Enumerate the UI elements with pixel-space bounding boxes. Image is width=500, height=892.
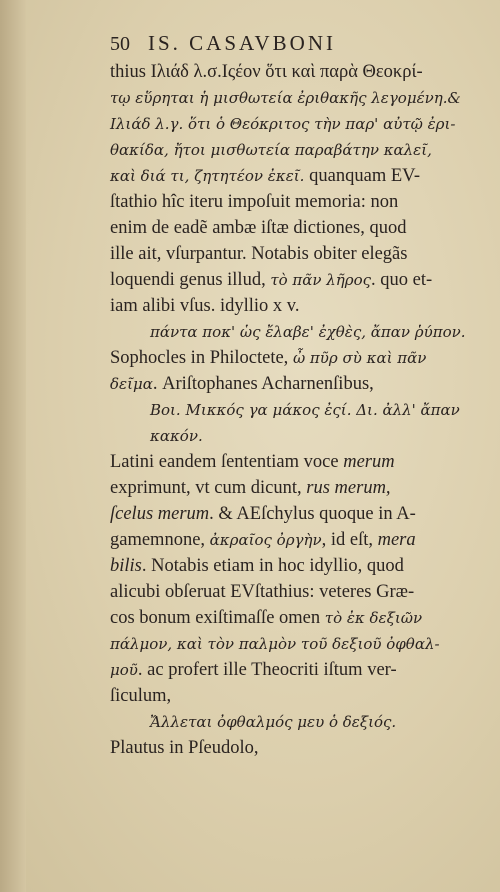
text-line [110, 345, 485, 371]
text-line [110, 631, 485, 657]
text-line [110, 319, 485, 345]
greek-text: Βοι. Μικκός γα μάκος ἐςί. Δι. ἀλλ' ἄπαν [150, 401, 460, 419]
greek-text: πάντα ποκ' ὡς ἔλαβε' ἐχθὲς, ἄπαν ῥύπον. [150, 323, 466, 341]
greek-text: καὶ διά τι, ζητητέον ἐκεῖ. [110, 167, 310, 185]
text-line [110, 475, 485, 501]
text-line [110, 501, 485, 527]
latin-text: . ac profert ille Theocriti iſtum ver- [137, 660, 397, 680]
latin-text: ſtathio hîc iteru impoſuit memoria: non [110, 192, 399, 212]
italic-text: ſcelus merum [110, 504, 210, 524]
text-line [110, 423, 485, 449]
latin-text: Sophocles in Philoctete, [110, 348, 293, 368]
text-line [110, 111, 485, 137]
latin-text: . Notabis etiam in hoc idyllio, quod [141, 556, 404, 576]
greek-text: ὦ πῦρ σὺ καὶ πᾶν [292, 349, 427, 367]
text-line [110, 241, 485, 267]
italic-text: mera [377, 530, 416, 550]
page-text-block [110, 30, 485, 761]
latin-text: enim de eadẽ ambæ iſtæ dictiones, quod [110, 218, 407, 238]
text-line [110, 449, 485, 475]
text-line [110, 605, 485, 631]
text-line [110, 735, 485, 761]
latin-text: alicubi obſeruat EVſtathius: veteres Græ- [110, 582, 415, 602]
greek-text: τὸ ἐκ δεξιῶν [324, 609, 423, 627]
text-line [110, 657, 485, 683]
greek-text: Ἄλλεται ὀφθαλμός μευ ὁ δεξιός. [150, 713, 397, 731]
latin-text: . quo et- [371, 270, 433, 290]
greek-text: ἀκραῖος ὀργὴν [209, 531, 322, 549]
page-number: 50 [110, 33, 130, 55]
text-line [110, 85, 485, 111]
latin-text: thius Ιλιάδ λ.σ.Ιςέον ὅτι καὶ παρὰ Θεοκρί- [110, 62, 423, 82]
greek-text: κακόν. [150, 427, 203, 445]
page-header [110, 30, 485, 57]
text-line [110, 59, 485, 85]
text-line [110, 397, 485, 423]
latin-text: quanquam EV- [309, 166, 420, 186]
latin-text: cos bonum exiſtimaſſe omen [110, 608, 325, 628]
text-line [110, 137, 485, 163]
latin-text: gamemnone, [110, 530, 210, 550]
latin-text: Latini eandem ſententiam voce [110, 452, 344, 472]
greek-text: δεῖμα [110, 375, 153, 393]
greek-text: Ιλιάδ λ.γ. ὅτι ὁ Θεόκριτος τὴν παρ' αὐτῷ ἐρι- [110, 115, 456, 133]
italic-text: bilis [110, 556, 142, 576]
text-line [110, 267, 485, 293]
greek-text: θακίδα, ἤτοι μισθωτεία παραβάτην καλεῖ, [110, 141, 432, 159]
latin-text: loquendi genus illud, [110, 270, 271, 290]
text-line [110, 215, 485, 241]
page-gutter [0, 0, 26, 892]
text-line [110, 371, 485, 397]
text-line [110, 709, 485, 735]
text-line [110, 553, 485, 579]
greek-text: μοῦ [110, 661, 138, 679]
text-line [110, 579, 485, 605]
latin-text: iam alibi vſus. idyllio x v. [110, 296, 300, 316]
latin-text: . & AEſchylus quoque in A- [209, 504, 416, 524]
latin-text: , id eſt, [321, 530, 378, 550]
text-line [110, 189, 485, 215]
greek-text: τὸ πᾶν λῆρος [270, 271, 372, 289]
italic-text: rus merum, [306, 478, 391, 498]
latin-text: exprimunt, vt cum dicunt, [110, 478, 307, 498]
text-line [110, 683, 485, 709]
text-line [110, 163, 485, 189]
latin-text: ſiculum, [110, 686, 172, 706]
italic-text: merum [343, 452, 395, 472]
text-line [110, 293, 485, 319]
latin-text: ille ait, vſurpantur. Notabis obiter elegãs [110, 244, 408, 264]
latin-text: . Ariſtophanes Acharnenſibus, [152, 374, 374, 394]
text-line [110, 527, 485, 553]
greek-text: πάλμον, καὶ τὸν παλμὸν τοῦ δεξιοῦ ὀφθαλ- [110, 635, 440, 653]
latin-text: Plautus in Pſeudolo, [110, 738, 259, 758]
running-head: IS. CASAVBONI [148, 31, 336, 55]
greek-text: τῳ εὕρηται ἡ μισθωτεία ἐριθακῆς λεγομένη.& [110, 89, 461, 107]
